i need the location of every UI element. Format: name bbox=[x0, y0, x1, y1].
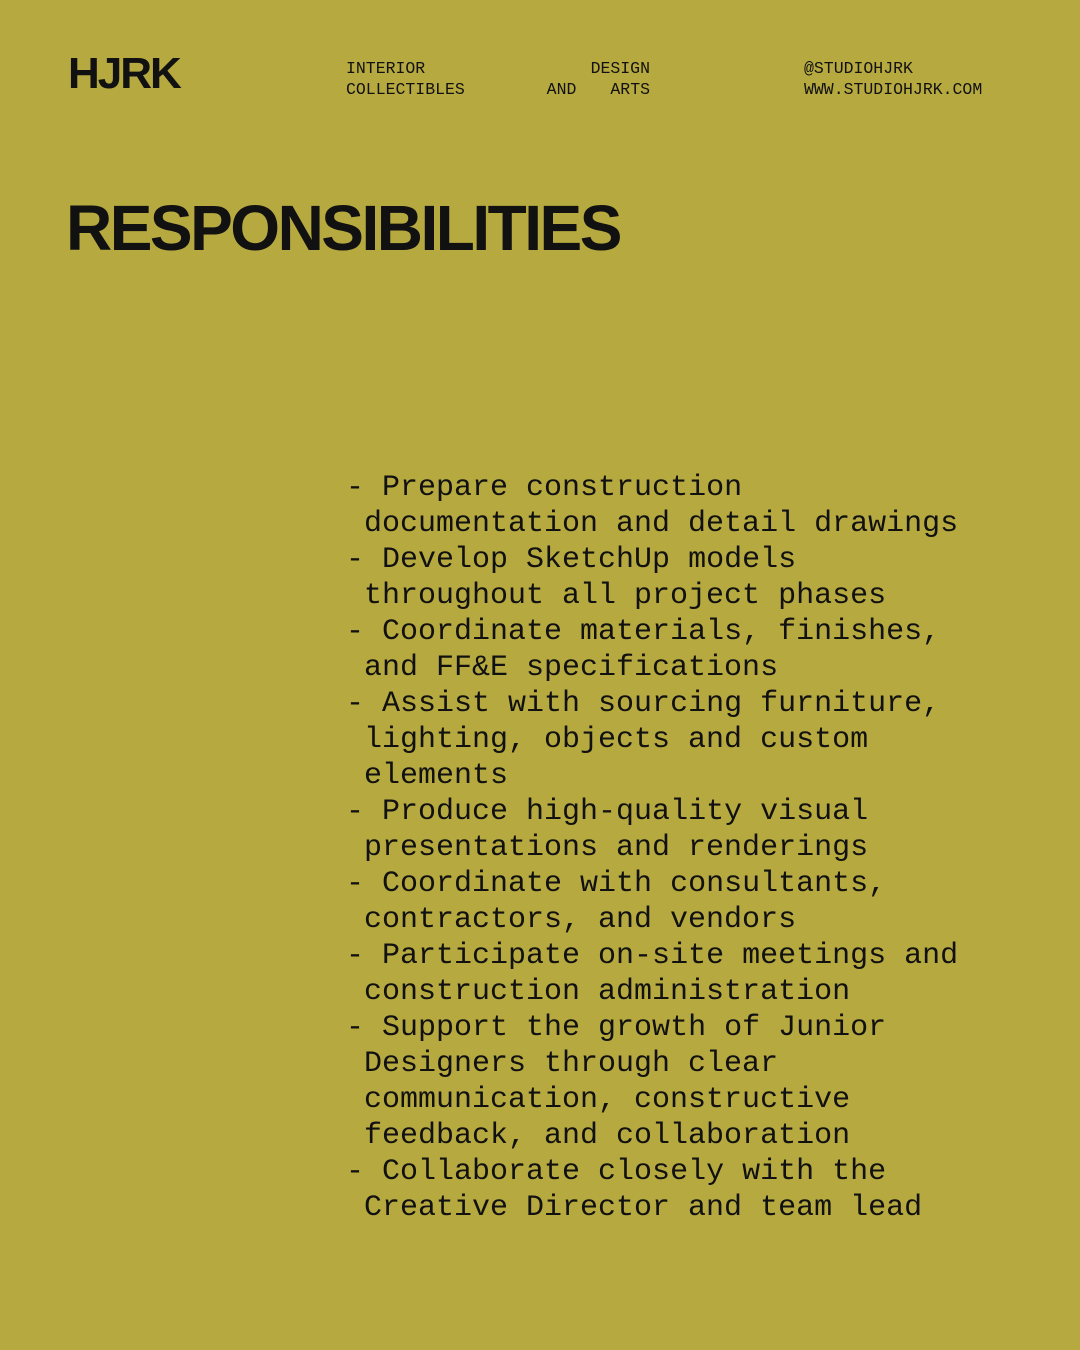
list-item: - Produce high-quality visual presentations and renderings bbox=[346, 794, 986, 866]
responsibilities-list bbox=[346, 470, 986, 1226]
social-handle[interactable]: @STUDIOHJRK bbox=[804, 59, 913, 78]
list-item: - Collaborate closely with the Creative Director and team lead bbox=[346, 1154, 986, 1226]
website-link[interactable]: WWW.STUDIOHJRK.COM bbox=[804, 80, 983, 99]
list-item: - Develop SketchUp models throughout all project phases bbox=[346, 542, 986, 614]
brand-logo: HJRK bbox=[68, 49, 180, 98]
tagline-word: AND bbox=[546, 80, 577, 99]
tagline-word: INTERIOR bbox=[346, 59, 426, 78]
list-item: - Assist with sourcing furniture, lighting, objects and custom elements bbox=[346, 686, 986, 794]
tagline-word: COLLECTIBLES bbox=[346, 80, 465, 99]
list-item: - Coordinate with consultants, contractors, and vendors bbox=[346, 866, 986, 938]
contact-info bbox=[804, 58, 982, 100]
tagline-row-1 bbox=[346, 58, 650, 79]
studio-tagline bbox=[346, 58, 650, 100]
list-item: - Support the growth of Junior Designers through clear communication, constructive feedback, and collaboration bbox=[346, 1010, 986, 1154]
tagline-word: DESIGN bbox=[590, 59, 650, 78]
tagline-word: ARTS bbox=[610, 80, 650, 99]
list-item: - Coordinate materials, finishes, and FF&E specifications bbox=[346, 614, 986, 686]
tagline-row-2 bbox=[346, 79, 650, 100]
list-item: - Prepare construction documentation and detail drawings bbox=[346, 470, 986, 542]
page-title: RESPONSIBILITIES bbox=[66, 192, 620, 264]
list-item: - Participate on-site meetings and construction administration bbox=[346, 938, 986, 1010]
